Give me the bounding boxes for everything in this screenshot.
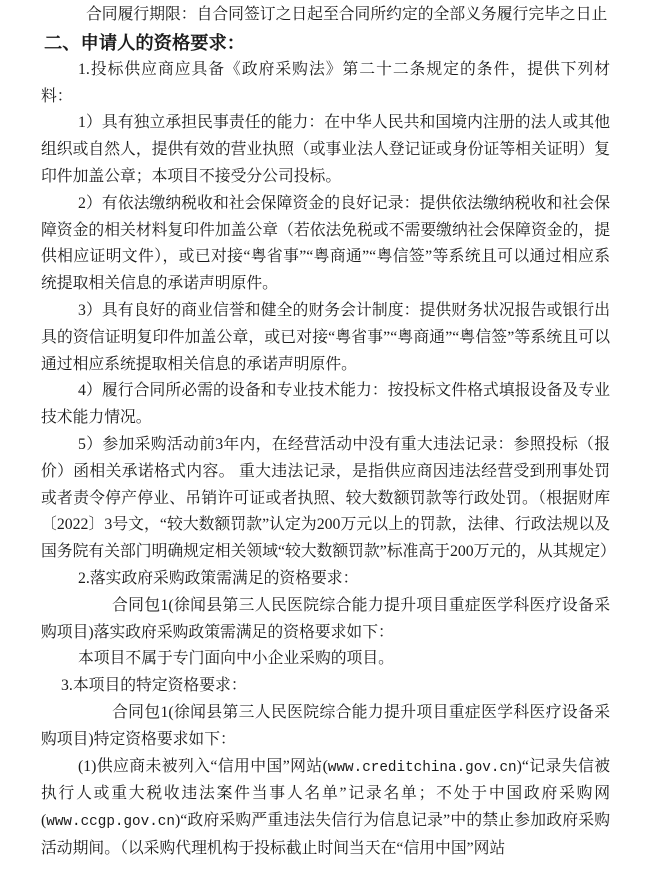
item-1-civil-liability: 1）具有独立承担民事责任的能力：在中华人民共和国境内注册的法人或其他组织或自然人，提供有效的营业执照（或事业法人登记证或身份证等相关证明）复印件加盖公章；本项目不接受分公司投标。	[41, 114, 610, 185]
item-2-tax-social-security: 2）有依法缴纳税收和社会保障资金的良好记录：提供依法缴纳税收和社会保障资金的相关材料复印件加盖公章（若依法免税或不需要缴纳社会保障资金的，提供相应证明文件），或已对接“粤省事”“粤商通”“粤信签”等系统且可以通过相应系统提取相关信息的承诺声明原件。	[41, 194, 610, 293]
clause-3-specific-requirements: 3.本项目的特定资格要求：	[61, 677, 247, 695]
specific-requirement-1-text-b: )“记录失信被执行人或重大税收违法案件当事人名单”记录名单；不处于中国政府采购网(	[41, 757, 611, 830]
package1-policy-paragraph: 合同包1(徐闻县第三人民医院综合能力提升项目重症医学科医疗设备采购项目)落实政府采购政策需满足的资格要求如下：	[41, 596, 610, 641]
sme-policy-note: 本项目不属于专门面向中小企业采购的项目。	[78, 650, 394, 668]
item-4-equipment-capability: 4）履行合同所必需的设备和专业技术能力：按投标文件格式填报设备及专业技术能力情况。	[41, 382, 610, 427]
ccgp-url: www.ccgp.gov.cn	[46, 814, 175, 831]
item-3-financial-credit: 3）具有良好的商业信誉和健全的财务会计制度：提供财务状况报告或银行出具的资信证明复印件加盖公章，或已对接“粤省事”“粤商通”“粤信签”等系统且可以通过相应系统提取相关信息的承诺声明原件。	[41, 301, 610, 373]
clause-1-materials: 1.投标供应商应具备《政府采购法》第二十二条规定的条件，提供下列材料：	[41, 60, 610, 105]
creditchina-url: www.creditchina.gov.cn	[327, 759, 517, 776]
specific-requirement-1-text-c: )“政府采购严重违法失信行为信息记录”中的禁止参加政府采购活动期间。（以采购代理机构于投标截止时间当天在“信用中国”网站	[41, 812, 610, 857]
clause-2-policy-requirements: 2.落实政府采购政策需满足的资格要求：	[78, 569, 359, 587]
contract-period-text: 合同履行期限：自合同签订之日起至合同所约定的全部义务履行完毕之日止	[86, 6, 608, 23]
package1-specific-paragraph: 合同包1(徐闻县第三人民医院综合能力提升项目重症医学科医疗设备采购项目)特定资格要求如下：	[41, 703, 610, 748]
specific-requirement-1	[41, 754, 610, 863]
section-heading: 二、申请人的资格要求：	[44, 32, 246, 53]
item-5-no-major-violations: 5）参加采购活动前3年内，在经营活动中没有重大违法记录：参照投标（报价）函相关承诺格式内容。 重大违法记录，是指供应商因违法经营受到刑事处罚或者责令停产停业、吊销许可证或者执照、较大数额罚款等行政处罚。（根据财库〔2022〕3号文，“较大数额罚款”认定为200万元以上的罚款，法律、行政法规以及国务院有关部门明确规定相关领域“较大数额罚款”标准高于200万元的，从其规定）	[41, 435, 616, 561]
specific-requirement-1-text-a: (1)供应商未被列入“信用中国”网站(	[78, 757, 328, 775]
